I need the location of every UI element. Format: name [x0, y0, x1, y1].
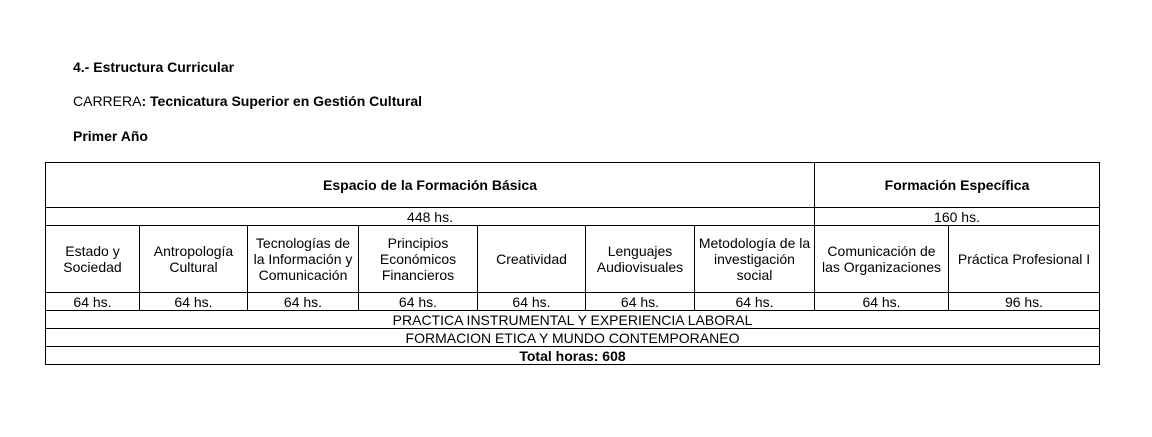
subject-cell: Lenguajes Audiovisuales	[586, 226, 695, 293]
section-heading: 4.- Estructura Curricular	[73, 59, 235, 75]
career-label: CARRERA	[73, 93, 142, 109]
group-title-especifica: Formación Específica	[815, 163, 1100, 208]
practica-row	[46, 311, 1100, 329]
group-hours-row	[46, 208, 1100, 226]
total-cell: Total horas: 608	[46, 347, 1100, 365]
subject-hours-cell: 64 hs.	[586, 293, 695, 311]
subject-cell: Tecnologías de la Información y Comunicación	[248, 226, 359, 293]
subject-hours-cell: 64 hs.	[140, 293, 248, 311]
formacion-etica-cell: FORMACION ETICA Y MUNDO CONTEMPORANEO	[46, 329, 1100, 347]
curriculum-table	[45, 162, 1100, 365]
subject-cell: Metodología de la investigación social	[695, 226, 815, 293]
subject-cell: Principios Económicos Financieros	[359, 226, 478, 293]
subject-hours-cell: 64 hs.	[248, 293, 359, 311]
group-title-basica: Espacio de la Formación Básica	[46, 163, 815, 208]
total-row	[46, 347, 1100, 365]
subject-hours-cell: 64 hs.	[46, 293, 140, 311]
group-hours-basica: 448 hs.	[46, 208, 815, 226]
subject-cell: Antropología Cultural	[140, 226, 248, 293]
subject-cell: Creatividad	[478, 226, 586, 293]
practica-cell: PRACTICA INSTRUMENTAL Y EXPERIENCIA LABORAL	[46, 311, 1100, 329]
subject-hours-cell: 64 hs.	[359, 293, 478, 311]
year-heading: Primer Año	[73, 128, 148, 144]
group-hours-especifica: 160 hs.	[815, 208, 1100, 226]
formacion-etica-row	[46, 329, 1100, 347]
subject-hours-cell: 64 hs.	[478, 293, 586, 311]
subject-hours-row	[46, 293, 1100, 311]
subject-row	[46, 226, 1100, 293]
subject-hours-cell: 96 hs.	[949, 293, 1100, 311]
career-name: : Tecnicatura Superior en Gestión Cultural	[141, 93, 423, 109]
subject-hours-cell: 64 hs.	[815, 293, 949, 311]
group-title-row	[46, 163, 1100, 208]
subject-cell: Comunicación de las Organizaciones	[815, 226, 949, 293]
career-line	[73, 93, 422, 109]
subject-cell: Práctica Profesional I	[949, 226, 1100, 293]
subject-hours-cell: 64 hs.	[695, 293, 815, 311]
subject-cell: Estado y Sociedad	[46, 226, 140, 293]
